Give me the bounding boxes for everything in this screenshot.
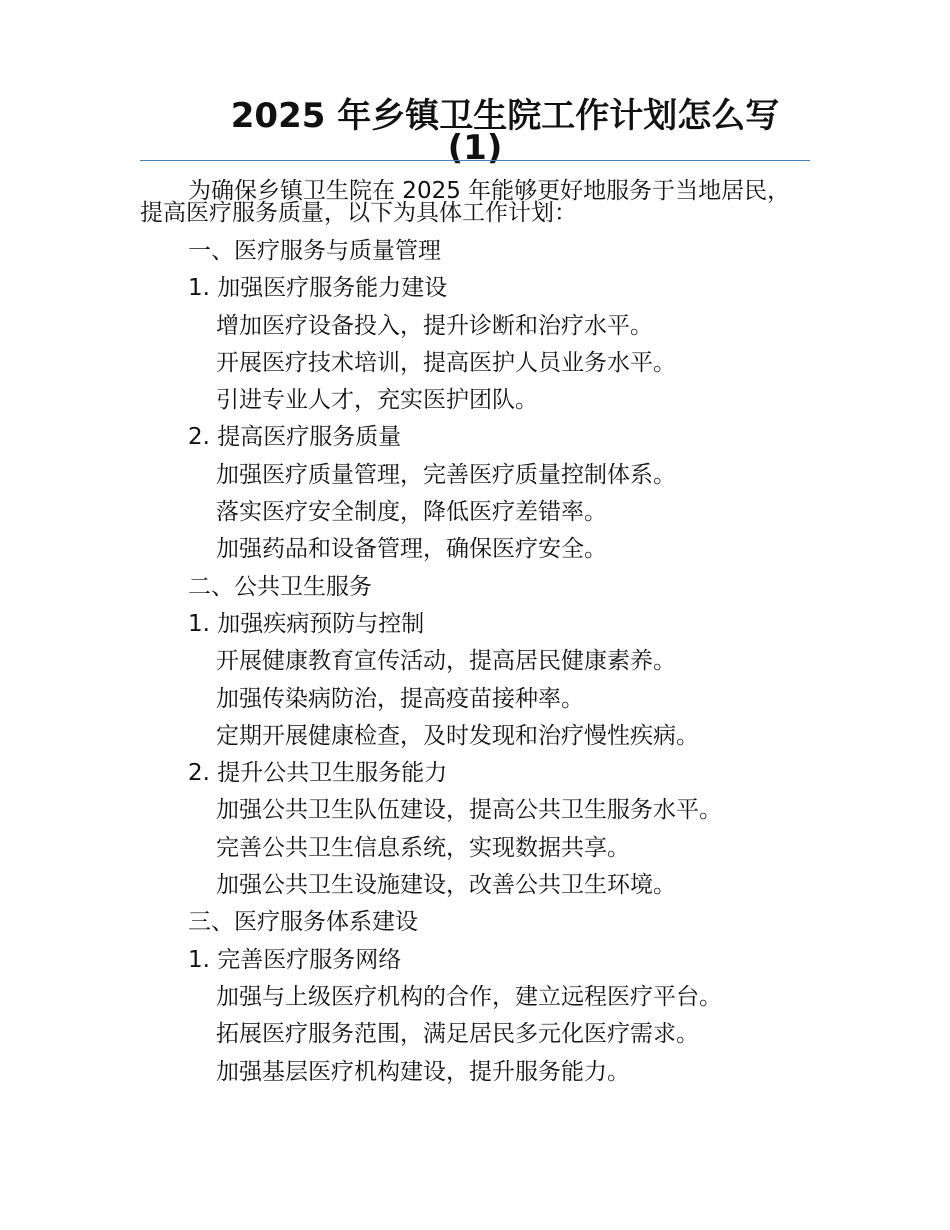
subsection-heading: 2. 提高医疗服务质量 — [188, 424, 402, 451]
document-title — [140, 96, 810, 168]
list-item: 加强医疗质量管理，完善医疗质量控制体系。 — [216, 461, 676, 488]
list-item: 加强药品和设备管理，确保医疗安全。 — [216, 536, 607, 563]
title-number: (1) — [447, 128, 503, 168]
intro-paragraph: 为确保乡镇卫生院在 2025 年能够更好地服务于当地居民，提高医疗服务质量，以下为具体工作计划： — [140, 178, 791, 226]
subsection-heading: 1. 加强医疗服务能力建设 — [188, 275, 448, 302]
list-item: 开展健康教育宣传活动，提高居民健康素养。 — [216, 648, 676, 675]
list-item: 拓展医疗服务范围，满足居民多元化医疗需求。 — [216, 1021, 699, 1048]
title-divider — [140, 160, 810, 161]
list-item: 增加医疗设备投入，提升诊断和治疗水平。 — [216, 312, 653, 339]
subsection-heading: 1. 加强疾病预防与控制 — [188, 610, 425, 637]
list-item: 开展医疗技术培训，提高医护人员业务水平。 — [216, 349, 676, 376]
list-item: 引进专业人才，充实医护团队。 — [216, 387, 538, 414]
list-item: 加强公共卫生队伍建设，提高公共卫生服务水平。 — [216, 797, 722, 824]
list-item: 落实医疗安全制度，降低医疗差错率。 — [216, 499, 607, 526]
list-item: 加强基层医疗机构建设，提升服务能力。 — [216, 1058, 630, 1085]
title-main: 2025 年乡镇卫生院工作计划怎么写 — [230, 96, 780, 136]
section-heading: 三、医疗服务体系建设 — [188, 909, 418, 936]
plan-content — [0, 233, 950, 1091]
subsection-heading: 2. 提升公共卫生服务能力 — [188, 760, 448, 787]
list-item: 加强传染病防治，提高疫苗接种率。 — [216, 685, 584, 712]
list-item: 加强与上级医疗机构的合作，建立远程医疗平台。 — [216, 983, 722, 1010]
section-heading: 一、医疗服务与质量管理 — [188, 238, 441, 264]
section-heading: 二、公共卫生服务 — [188, 573, 372, 600]
list-item: 定期开展健康检查，及时发现和治疗慢性疾病。 — [216, 722, 699, 749]
subsection-heading: 1. 完善医疗服务网络 — [188, 946, 402, 973]
list-item: 加强公共卫生设施建设，改善公共卫生环境。 — [216, 872, 676, 899]
list-item: 完善公共卫生信息系统，实现数据共享。 — [216, 834, 630, 861]
